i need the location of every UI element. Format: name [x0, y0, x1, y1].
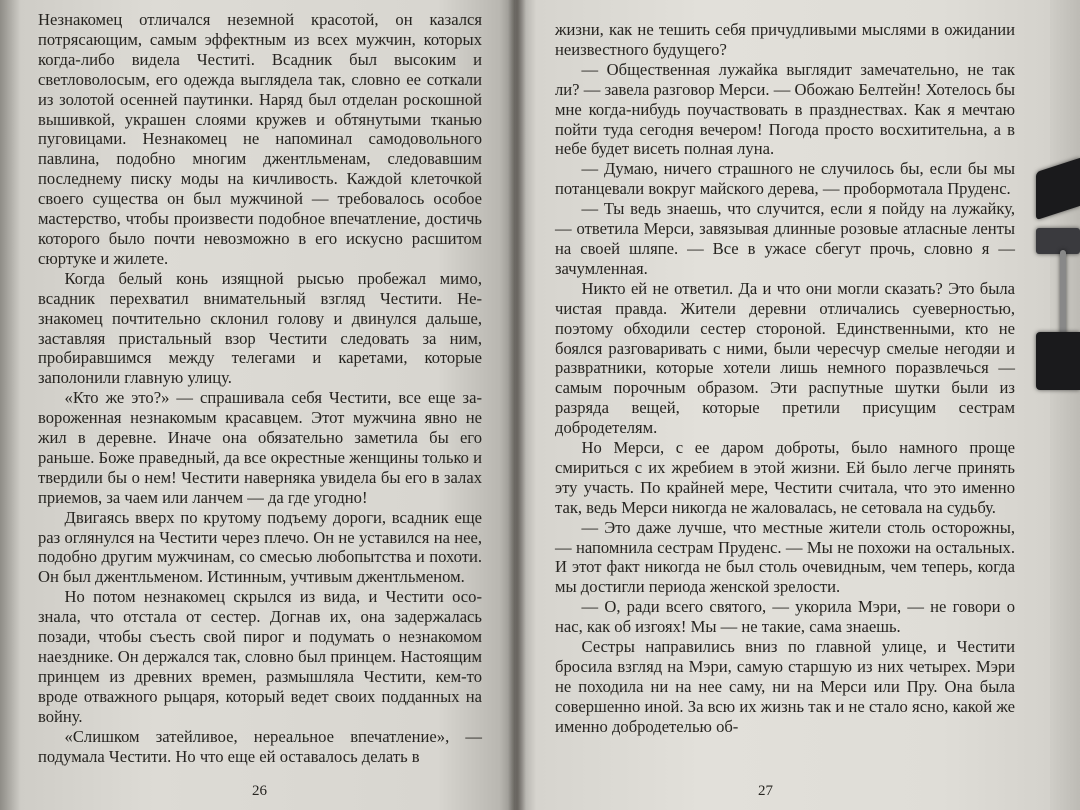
paragraph: Но потом незнакомец скрылся из вида, и Честити осознала, что отстала от сестер. Догнав их, она задержалась позади, чтобы съесть свой пирог и подумать о незнакомом наезднике. Он держался так, словно был принцем. Настоящим принцем из древних времен, размышляла Честити, кем-то вроде отважного рыцаря, который ведет своих подданных на войну.: [38, 587, 482, 726]
paragraph: «Слишком затейливое, нереальное впечатление», — подумала Честити. Но что еще ей оставалось делать в: [38, 726, 482, 766]
paragraph: Но Мерси, с ее даром доброты, было намного проще смириться с их жребием в этой жизни. Ей было легче принять эту участь. По крайней мере, Честити считала, что это именно так, ведь Мерси никогда не жаловалась, не сетовала на судьбу.: [555, 438, 1015, 517]
paragraph: — Ты ведь знаешь, что случится, если я пойду на лужайку, — ответила Мерси, завязывая длинные розовые атласные ленты на своей шляпе. — Все в ужасе сбегут прочь, словно я — зачумленная.: [555, 199, 1015, 278]
binder-clip-base-icon: [1036, 332, 1080, 390]
paragraph: — Это даже лучше, что местные жители столь осторожны, — напомнила сестрам Пруденс. — Мы не похожи на остальных. И этот факт никогда не был столь очевидным, чем теперь, когда мы достигли периода женской зрелости.: [555, 517, 1015, 597]
paragraph: жизни, как не тешить себя причудливыми мыслями в ожидании неизвестного будущего?: [555, 20, 1015, 59]
paragraph: Незнакомец отличался неземной красотой, он казался потрясающим, самым эффектным из всех мужчин, которых когда-либо видела Честитi. Всадник был высоким и светловолосым, его одежда выглядела так, словно ее соткали из золотой осенней паутинки. Наряд был отделан роскошной вышивкой, украшен слоями кружев и обтянутыми тканью пуговицами. Незнакомец не напоминал самодовольного павлина, подобно многим джентльменам, следовавшим последнему писку моды на кичливость. Каждой клеточкой своего существа он был мужчиной — требовалось особое мастерство, чтобы произвести подобное впечатление, достичь которого было почти невозможно в его искусно расшитом сюртуке и жилете.: [38, 10, 482, 268]
page-edge: [1050, 0, 1080, 810]
paragraph: «Кто же это?» — спрашивала себя Честити, все еще завороженная незнакомым красавцем. Этот мужчина явно не жил в деревне. Иначе она обязательно заметила бы его раньше. Боже праведный, да все окрестные женщины только и твердили бы о нем! Честити наверняка увидела бы его в залах приемов, за чаем или ланчем — да где угодно!: [38, 388, 482, 507]
binder-clip-wire-icon: [1060, 250, 1066, 340]
paragraph: Никто ей не ответил. Да и что они могли сказать? Это была чистая правда. Жители деревни отличались суеверностью, поэтому обходили сестер стороной. Единственными, кто не боялся разговаривать с ними, были чересчур смелые негодяи и развратники, которые хотели лишь немного поразвлечься — самым порочным образом. Эти распутные шутки были из разряда вещей, которые претили присущим сестрам добродетелям.: [555, 278, 1015, 438]
paragraph: Когда белый конь изящной рысью пробежал мимо, всадник перехватил внимательный взгляд Честити. Незнакомец почтительно склонил голову и двинулся дальше, заставляя пристальный взор Честити следовать за ним, пробиравшимся между телегами и каретами, которые заполонили главную улицу.: [38, 268, 482, 388]
paragraph: Сестры направились вниз по главной улице, и Честити бросила взгляд на Мэри, самую старшую из них четырех. Мэри не походила ни на нее саму, ни на Мерси или Пру. Она была совершенно иной. За всю их жизнь так и не стало ясно, какой же именно добродетелью об-: [555, 637, 1015, 736]
paragraph: Двигаясь вверх по крутому подъему дороги, всадник еще раз оглянулся на Честити через плечо. Он не уставился на нее, подобно другим мужчинам, со смесью любопытства и похоти. Он был джентльменом. Истинным, учтивым джентльменом.: [38, 507, 482, 587]
paragraph: — Думаю, ничего страшного не случилось бы, если бы мы потанцевали вокруг майского дерева, — пробормотала Пруденс.: [555, 159, 1015, 199]
right-page-text: [555, 20, 1015, 737]
page-number: 26: [252, 783, 267, 799]
book-gutter: [508, 0, 526, 810]
paragraph: — Общественная лужайка выглядит замечательно, не так ли? — завела разговор Мерси. — Обожаю Белтейн! Хотелось бы мне когда-нибудь поучаствовать в празднествах. Как я мечтаю пойти туда сегодня вечером! Погода просто восхитительна, а в небе будет висеть полная луна.: [555, 59, 1015, 159]
binder-clip-lever-icon: [1036, 228, 1080, 254]
left-page-text: [38, 10, 482, 766]
right-page: [515, 0, 1050, 810]
left-page: [0, 0, 515, 810]
paragraph: — О, ради всего святого, — укорила Мэри, — не говори о нас, как об изгоях! Мы — не такие, сама знаешь.: [555, 597, 1015, 637]
page-number: 27: [758, 783, 773, 799]
